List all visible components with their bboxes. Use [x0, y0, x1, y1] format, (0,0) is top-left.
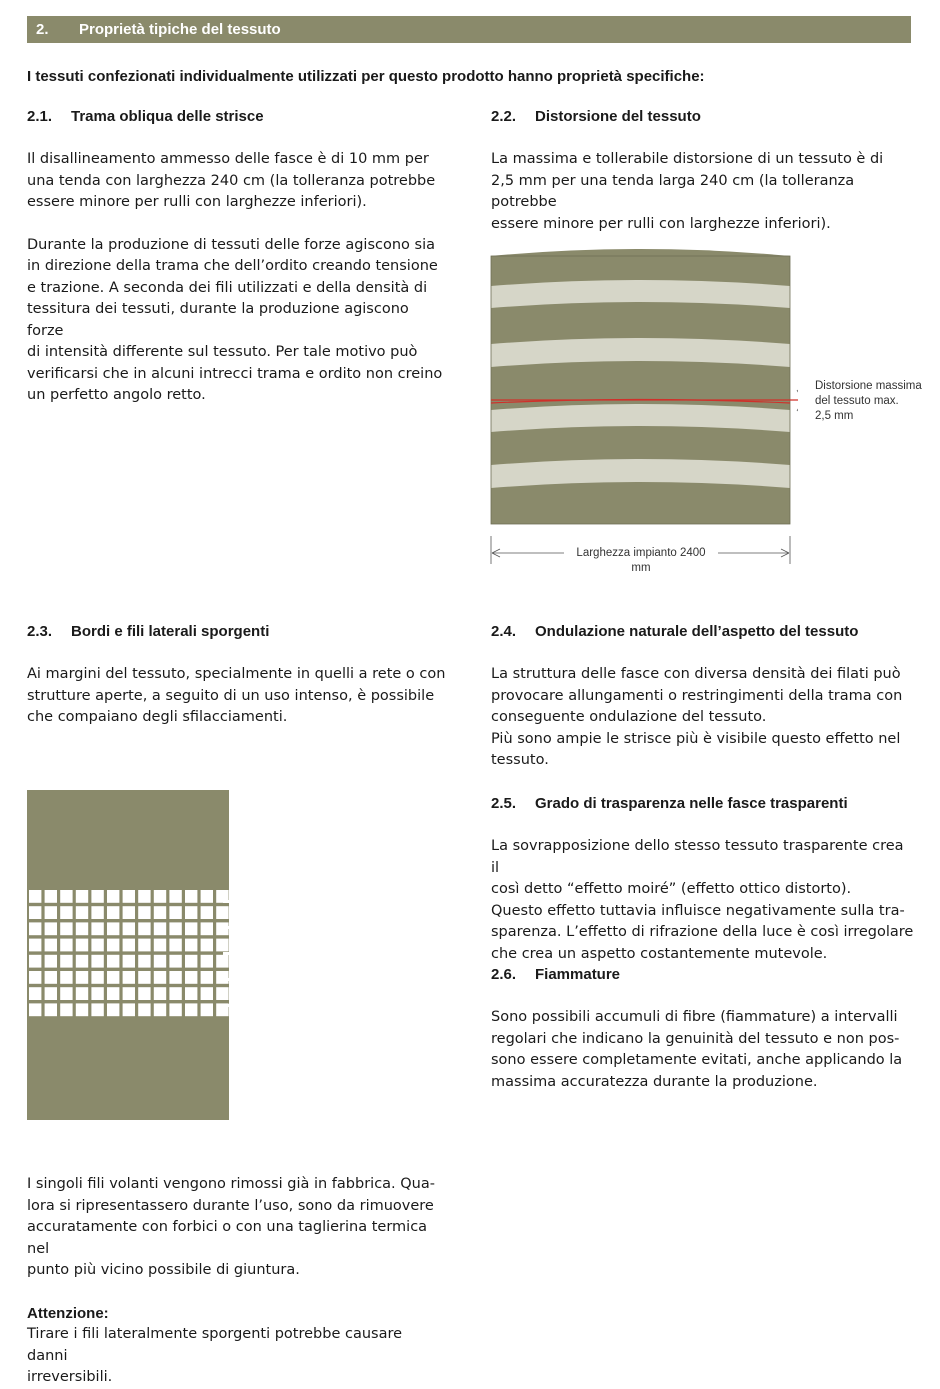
mesh-cell	[60, 939, 72, 952]
text-line: e trazione. A seconda dei fili utilizzati e della densità di	[27, 279, 428, 296]
mesh-cell	[60, 890, 72, 903]
mesh-cell	[138, 987, 150, 1000]
section-number: 2.	[36, 20, 49, 38]
text-line: verificarsi che in alcuni intrecci trama e ordito non creino	[27, 365, 443, 382]
text-line: che crea un aspetto costantemente mutevole.	[491, 945, 828, 962]
mesh-cell	[60, 906, 72, 919]
heading-number: 2.1.	[27, 108, 53, 125]
mesh-cell	[91, 922, 103, 935]
section-2-2-body	[491, 149, 916, 235]
text-line: irreversibili.	[27, 1369, 113, 1385]
mesh-cell	[201, 906, 213, 919]
mesh-cell	[216, 939, 228, 952]
mesh-cell	[91, 955, 103, 968]
mesh-cell	[138, 890, 150, 903]
attention-title: Attenzione:	[27, 1304, 109, 1322]
text-line: sparenza. L’effetto di rifrazione della luce è così irregolare	[491, 924, 914, 940]
mesh-cell	[169, 987, 181, 1000]
text-line: tessuto.	[491, 752, 549, 768]
mesh-cell	[138, 1003, 150, 1016]
mesh-cell	[123, 971, 135, 984]
mesh-cell	[154, 955, 166, 968]
mesh-cell	[123, 906, 135, 919]
label-line: 2,5 mm	[815, 410, 854, 422]
intro-text: I tessuti confezionati individualmente utilizzati per questo prodotto hanno proprietà specifiche:	[27, 68, 705, 85]
mesh-cell	[185, 1003, 197, 1016]
frayed-thread	[223, 978, 232, 981]
text-line: sono essere completamente evitati, anche applicando la	[491, 1052, 903, 1068]
mesh-cell	[201, 971, 213, 984]
section-2-6-body	[491, 1007, 916, 1093]
section-2-4-body	[491, 664, 916, 772]
mesh-cell	[216, 987, 228, 1000]
text-line: Durante la produzione di tessuti delle forze agiscono sia	[27, 236, 435, 253]
mesh-cell	[123, 1003, 135, 1016]
mesh-cell	[107, 1003, 119, 1016]
mesh-cell	[29, 1003, 41, 1016]
mesh-cell	[201, 890, 213, 903]
label-line: del tessuto max.	[815, 395, 899, 407]
text-line: provocare allungamenti o restringimenti della trama con	[491, 687, 903, 704]
text-line: Questo effetto tuttavia influisce negativamente sulla tra-	[491, 902, 905, 919]
text-line: 2,5 mm per una tenda larga 240 cm (la tolleranza potrebbe	[491, 172, 855, 210]
paragraph	[27, 235, 447, 407]
heading-2-4	[491, 621, 916, 643]
mesh-cell	[185, 890, 197, 903]
mesh-cell	[201, 987, 213, 1000]
mesh-cell	[76, 922, 88, 935]
mesh-cell	[60, 922, 72, 935]
mesh-cell	[107, 890, 119, 903]
text-line: una tenda con larghezza 240 cm (la tolleranza potrebbe	[27, 172, 436, 189]
width-label: Larghezza impianto 2400 mm	[576, 547, 706, 574]
mesh-cell	[169, 955, 181, 968]
mesh-cell	[60, 987, 72, 1000]
mesh-cell	[201, 922, 213, 935]
section-2-3-body	[27, 664, 447, 729]
mesh-cell	[154, 890, 166, 903]
mesh-cell	[154, 987, 166, 1000]
mesh-cell	[29, 955, 41, 968]
mesh-cell	[169, 922, 181, 935]
heading-number: 2.2.	[491, 108, 517, 125]
mesh-cell	[123, 939, 135, 952]
section-2-1-body	[27, 149, 447, 428]
heading-title: Ondulazione naturale dell’aspetto del tessuto	[535, 623, 859, 640]
heading-title: Distorsione del tessuto	[535, 108, 701, 125]
mesh-cell	[29, 987, 41, 1000]
mesh-cell	[154, 939, 166, 952]
text-line: così detto “effetto moiré” (effetto ottico distorto).	[491, 881, 852, 897]
heading-number: 2.3.	[27, 623, 53, 640]
heading-number: 2.6.	[491, 966, 517, 983]
mesh-cell	[91, 939, 103, 952]
mesh-cell	[138, 939, 150, 952]
mesh-cell	[169, 890, 181, 903]
heading-title: Bordi e fili laterali sporgenti	[71, 623, 270, 640]
mesh-cell	[169, 906, 181, 919]
mesh-cell	[60, 1003, 72, 1016]
text-line: Più sono ampie le strisce più è visibile questo effetto nel	[491, 730, 901, 747]
text-line: in direzione della trama che dell’ordito creando tensione	[27, 258, 438, 274]
mesh-cell	[201, 939, 213, 952]
mesh-cell	[91, 906, 103, 919]
text-line: accuratamente con forbici o con una taglierina termica nel	[27, 1219, 428, 1257]
mesh-cell	[154, 906, 166, 919]
mesh-cell	[29, 906, 41, 919]
mesh-cell	[185, 939, 197, 952]
arrow-down-icon	[797, 390, 798, 397]
heading-2-3	[27, 621, 447, 643]
label-line: Distorsione massima	[815, 380, 922, 392]
mesh-cell	[154, 1003, 166, 1016]
text-line: La sovrapposizione dello stesso tessuto trasparente crea il	[491, 838, 904, 876]
text-line: La struttura delle fasce con diversa densità dei filati può	[491, 666, 901, 682]
mesh-cell	[91, 890, 103, 903]
text-line: conseguente ondulazione del tessuto.	[491, 709, 767, 725]
heading-title: Grado di trasparenza nelle fasce trasparenti	[535, 795, 848, 812]
frayed-thread	[223, 900, 232, 903]
heading-number: 2.4.	[491, 623, 517, 640]
mesh-cell	[123, 890, 135, 903]
mesh-cell	[154, 922, 166, 935]
text-line: Il disallineamento ammesso delle fasce è di 10 mm per	[27, 151, 429, 167]
mesh-cell	[138, 955, 150, 968]
text-line: I singoli fili volanti vengono rimossi già in fabbrica. Qua-	[27, 1176, 435, 1192]
mesh-cell	[185, 971, 197, 984]
mesh-cell	[60, 971, 72, 984]
mesh-cell	[76, 939, 88, 952]
mesh-cell	[185, 906, 197, 919]
mesh-cell	[45, 922, 57, 935]
mesh-cell	[76, 971, 88, 984]
text-line: regolari che indicano la genuinità del tessuto e non pos-	[491, 1030, 900, 1047]
text-line: un perfetto angolo retto.	[27, 387, 206, 403]
mesh-cell	[123, 955, 135, 968]
mesh-cell	[107, 955, 119, 968]
text-line: strutture aperte, a seguito di un uso intenso, è possibile	[27, 687, 435, 704]
mesh-cell	[107, 939, 119, 952]
mesh-cell	[185, 987, 197, 1000]
section-title: Proprietà tipiche del tessuto	[79, 20, 281, 38]
mesh-cell	[138, 906, 150, 919]
distortion-label	[815, 379, 925, 424]
mesh-cell	[45, 955, 57, 968]
paragraph	[27, 149, 447, 214]
mesh-cell	[107, 987, 119, 1000]
mesh-cell	[29, 890, 41, 903]
mesh-cell	[45, 890, 57, 903]
mesh-cell	[138, 971, 150, 984]
mesh-cell	[185, 922, 197, 935]
mesh-cell	[91, 987, 103, 1000]
heading-number: 2.5.	[491, 795, 517, 812]
section-2-3-body-2	[27, 1174, 447, 1389]
mesh-cell	[45, 1003, 57, 1016]
heading-2-6	[491, 964, 916, 986]
fraying-edge-illustration	[27, 790, 232, 1122]
mesh-cell	[107, 906, 119, 919]
frayed-thread	[223, 1004, 232, 1007]
heading-title: Trama obliqua delle strisce	[71, 108, 264, 125]
text-line: essere minore per rulli con larghezze inferiori).	[491, 215, 831, 232]
text-line: Ai margini del tessuto, specialmente in quelli a rete o con	[27, 666, 446, 682]
mesh-cell	[45, 939, 57, 952]
mesh-cell	[76, 1003, 88, 1016]
heading-2-5	[491, 793, 916, 815]
arrow-up-icon	[797, 404, 798, 411]
frayed-thread	[223, 952, 232, 955]
mesh-cell	[29, 971, 41, 984]
frayed-thread	[223, 926, 232, 929]
mesh-cell	[216, 906, 228, 919]
text-line: punto più vicino possibile di giuntura.	[27, 1262, 300, 1278]
text-line: lora si ripresentassero durante l’uso, sono da rimuovere	[27, 1197, 434, 1214]
mesh-cell	[216, 971, 228, 984]
mesh-cell	[123, 922, 135, 935]
text-line: essere minore per rulli con larghezze inferiori).	[27, 194, 367, 210]
mesh-cell	[185, 955, 197, 968]
mesh-cell	[29, 922, 41, 935]
mesh-cell	[169, 1003, 181, 1016]
section-2-5-body	[491, 836, 916, 965]
text-line: che compaiano degli sfilacciamenti.	[27, 709, 288, 725]
heading-title: Fiammature	[535, 966, 621, 983]
heading-2-1	[27, 106, 447, 128]
heading-2-2	[491, 106, 916, 128]
mesh-cell	[201, 1003, 213, 1016]
mesh-cell	[45, 987, 57, 1000]
text-line: di intensità differente sul tessuto. Per tale motivo può	[27, 344, 418, 360]
mesh-cell	[107, 922, 119, 935]
section-header-bar	[27, 16, 911, 43]
mesh-cell	[45, 971, 57, 984]
mesh-cell	[107, 971, 119, 984]
mesh-cell	[76, 955, 88, 968]
mesh-cell	[201, 955, 213, 968]
text-line: La massima e tollerabile distorsione di un tessuto è di	[491, 151, 884, 167]
mesh-cell	[91, 971, 103, 984]
mesh-cell	[76, 987, 88, 1000]
mesh-cell	[216, 955, 228, 968]
text-line: Tirare i fili lateralmente sporgenti potrebbe causare danni	[27, 1326, 403, 1364]
mesh-cell	[123, 987, 135, 1000]
mesh-cell	[169, 971, 181, 984]
mesh-cell	[76, 890, 88, 903]
mesh-cell	[91, 1003, 103, 1016]
mesh-cell	[29, 939, 41, 952]
fabric-distortion-diagram	[488, 244, 798, 568]
text-line: tessitura dei tessuti, durante la produzione agiscono forze	[27, 301, 409, 339]
text-line: massima accuratezza durante la produzione.	[491, 1073, 818, 1090]
mesh-cell	[60, 955, 72, 968]
paragraph	[27, 1174, 447, 1282]
mesh-cell	[76, 906, 88, 919]
text-line: Sono possibili accumuli di fibre (fiammature) a intervalli	[491, 1009, 898, 1025]
mesh-cell	[138, 922, 150, 935]
mesh-cell	[45, 906, 57, 919]
mesh-cell	[169, 939, 181, 952]
mesh-cell	[154, 971, 166, 984]
